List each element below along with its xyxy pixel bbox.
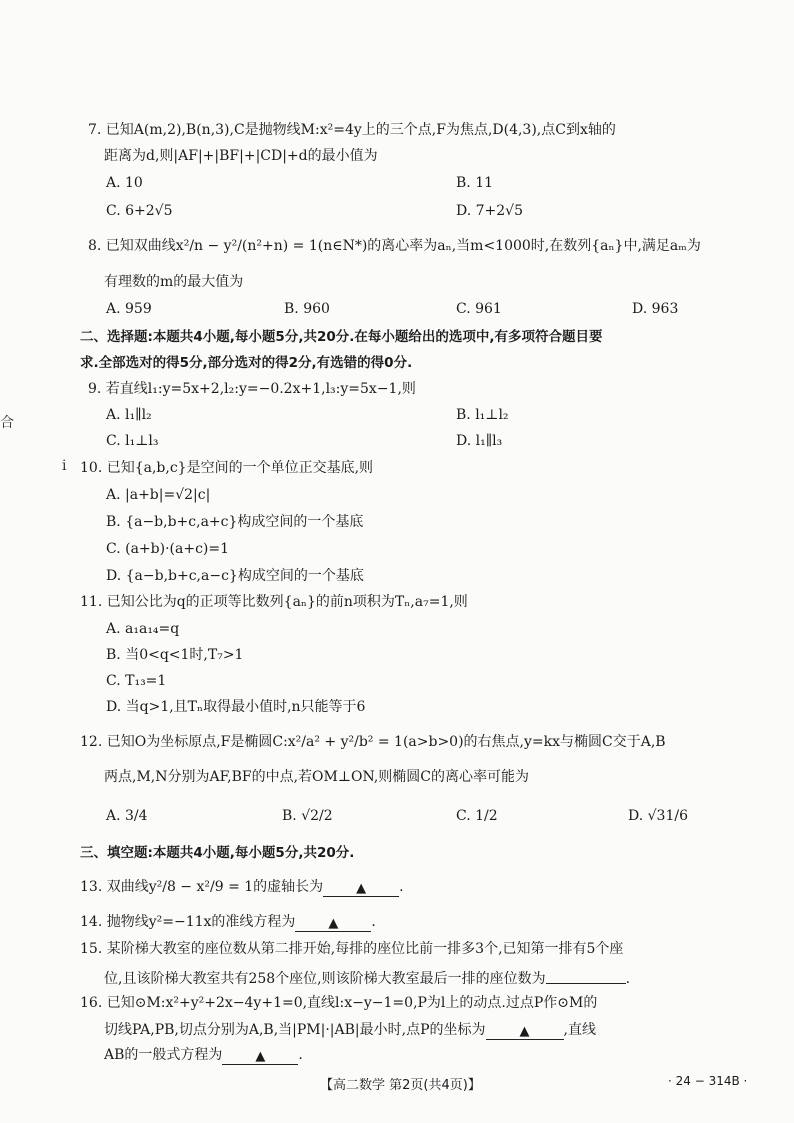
- page-footer-code: · 24 − 314B ·: [668, 1074, 748, 1088]
- q13-line: [80, 877, 404, 897]
- triangle-marker-icon: ▲: [519, 1024, 530, 1039]
- q9-option-d: D. l₁∥l₃: [456, 433, 503, 449]
- q12-line1: 12. 已知O为坐标原点,F是椭圆C:x²/a² + y²/b² = 1(a>b>0)的右焦点,y=kx与椭圆C交于A,B: [80, 734, 666, 750]
- q16-line-blank[interactable]: [222, 1048, 298, 1065]
- q9-option-c: C. l₁⊥l₃: [106, 433, 159, 449]
- q14-text: 14. 抛物线y²=−11x的准线方程为: [80, 914, 296, 930]
- q12-option-a: A. 3/4: [106, 808, 148, 824]
- q7-option-a: A. 10: [106, 175, 143, 191]
- q9-option-b: B. l₁⊥l₂: [456, 407, 509, 423]
- q12-option-d: D. √31/6: [628, 808, 688, 824]
- q15-end: .: [625, 971, 631, 987]
- q9-line1: 9. 若直线l₁:y=5x+2,l₂:y=−0.2x+1,l₃:y=5x−1,则: [88, 381, 416, 397]
- q16-line3-text: AB的一般式方程为: [104, 1047, 223, 1063]
- q11-option-c: C. T₁₃=1: [106, 673, 167, 689]
- q7-line1: 7. 已知A(m,2),B(n,3),C是抛物线M:x²=4y上的三个点,F为焦点,D(4,3),点C到x轴的: [88, 122, 616, 138]
- q7-option-d: D. 7+2√5: [456, 203, 523, 219]
- section2-heading-line2: 求.全部选对的得5分,部分选对的得2分,有选错的得0分.: [80, 355, 413, 371]
- q13-text: 13. 双曲线y²/8 − x²/9 = 1的虚轴长为: [80, 879, 324, 895]
- q11-line1: 11. 已知公比为q的正项等比数列{aₙ}的前n项积为Tₙ,a₇=1,则: [80, 594, 468, 610]
- q8-option-b: B. 960: [284, 301, 330, 317]
- q15-line2-text: 位,且该阶梯大教室共有258个座位,则该阶梯大教室最后一排的座位数为: [104, 971, 546, 987]
- q14-answer-blank[interactable]: [295, 915, 371, 932]
- q12-option-c: C. 1/2: [456, 808, 498, 824]
- q14-end: .: [371, 914, 376, 930]
- q10-option-c: C. (a+b)·(a+c)=1: [106, 541, 230, 557]
- q10-line1: 10. 已知{a,b,c}是空间的一个单位正交基底,则: [80, 460, 374, 476]
- q8-line1: 8. 已知双曲线x²/n − y²/(n²+n) = 1(n∈N*)的离心率为aₙ,当m<1000时,在数列{aₙ}中,满足aₘ为: [88, 238, 701, 254]
- triangle-marker-icon: ▲: [356, 881, 367, 896]
- q16-line1: 16. 已知⊙M:x²+y²+2x−4y+1=0,直线l:x−y−1=0,P为l上的动点.过点P作⊙M的: [80, 995, 598, 1011]
- q13-end: .: [399, 879, 404, 895]
- q12-line2: 两点,M,N分别为AF,BF的中点,若OM⊥ON,则椭圆C的离心率可能为: [104, 769, 530, 785]
- q10-option-b: B. {a−b,b+c,a+c}构成空间的一个基底: [106, 514, 364, 530]
- q16-end: .: [298, 1047, 303, 1063]
- q16-line2-end: ,直线: [563, 1022, 596, 1038]
- q9-option-a: A. l₁∥l₂: [106, 407, 152, 423]
- q15-line2: [104, 966, 630, 989]
- q16-point-blank[interactable]: [486, 1023, 564, 1040]
- q16-line3: [104, 1045, 303, 1065]
- q11-option-d: D. 当q>1,且Tₙ取得最小值时,n只能等于6: [106, 699, 366, 715]
- q13-answer-blank[interactable]: [323, 880, 399, 897]
- section2-heading-line1: 二、选择题:本题共4小题,每小题5分,共20分.在每小题给出的选项中,有多项符合题目要: [80, 329, 603, 345]
- q8-option-c: C. 961: [456, 301, 502, 317]
- q8-line2: 有理数的m的最大值为: [104, 274, 244, 290]
- triangle-marker-icon: ▲: [328, 916, 339, 931]
- q11-option-a: A. a₁a₁₄=q: [106, 621, 180, 637]
- q10-option-d: D. {a−b,b+c,a−c}构成空间的一个基底: [106, 568, 364, 584]
- q12-option-b: B. √2/2: [282, 808, 333, 824]
- q11-option-b: B. 当0<q<1时,T₇>1: [106, 647, 244, 663]
- q15-answer-blank[interactable]: [546, 967, 626, 984]
- q14-line: [80, 912, 376, 932]
- margin-mark-1: 合: [0, 415, 14, 431]
- q8-option-d: D. 963: [632, 301, 679, 317]
- q10-option-a: A. |a+b|=√2|c|: [106, 487, 211, 503]
- q15-line1: 15. 某阶梯大教室的座位数从第二排开始,每排的座位比前一排多3个,已知第一排有5个座: [80, 941, 624, 957]
- q8-option-a: A. 959: [106, 301, 152, 317]
- q16-line2-text: 切线PA,PB,切点分别为A,B,当|PM|·|AB|最小时,点P的坐标为: [104, 1022, 486, 1038]
- margin-mark-2: i: [62, 458, 67, 474]
- q16-line2: [104, 1020, 596, 1040]
- q7-option-c: C. 6+2√5: [106, 203, 173, 219]
- page-footer-title: 【高二数学 第2页(共4页)】: [320, 1078, 481, 1093]
- section3-heading: 三、填空题:本题共4小题,每小题5分,共20分.: [80, 845, 355, 861]
- triangle-marker-icon: ▲: [255, 1049, 266, 1064]
- q7-option-b: B. 11: [456, 175, 494, 191]
- q7-line2: 距离为d,则|AF|+|BF|+|CD|+d的最小值为: [104, 148, 378, 164]
